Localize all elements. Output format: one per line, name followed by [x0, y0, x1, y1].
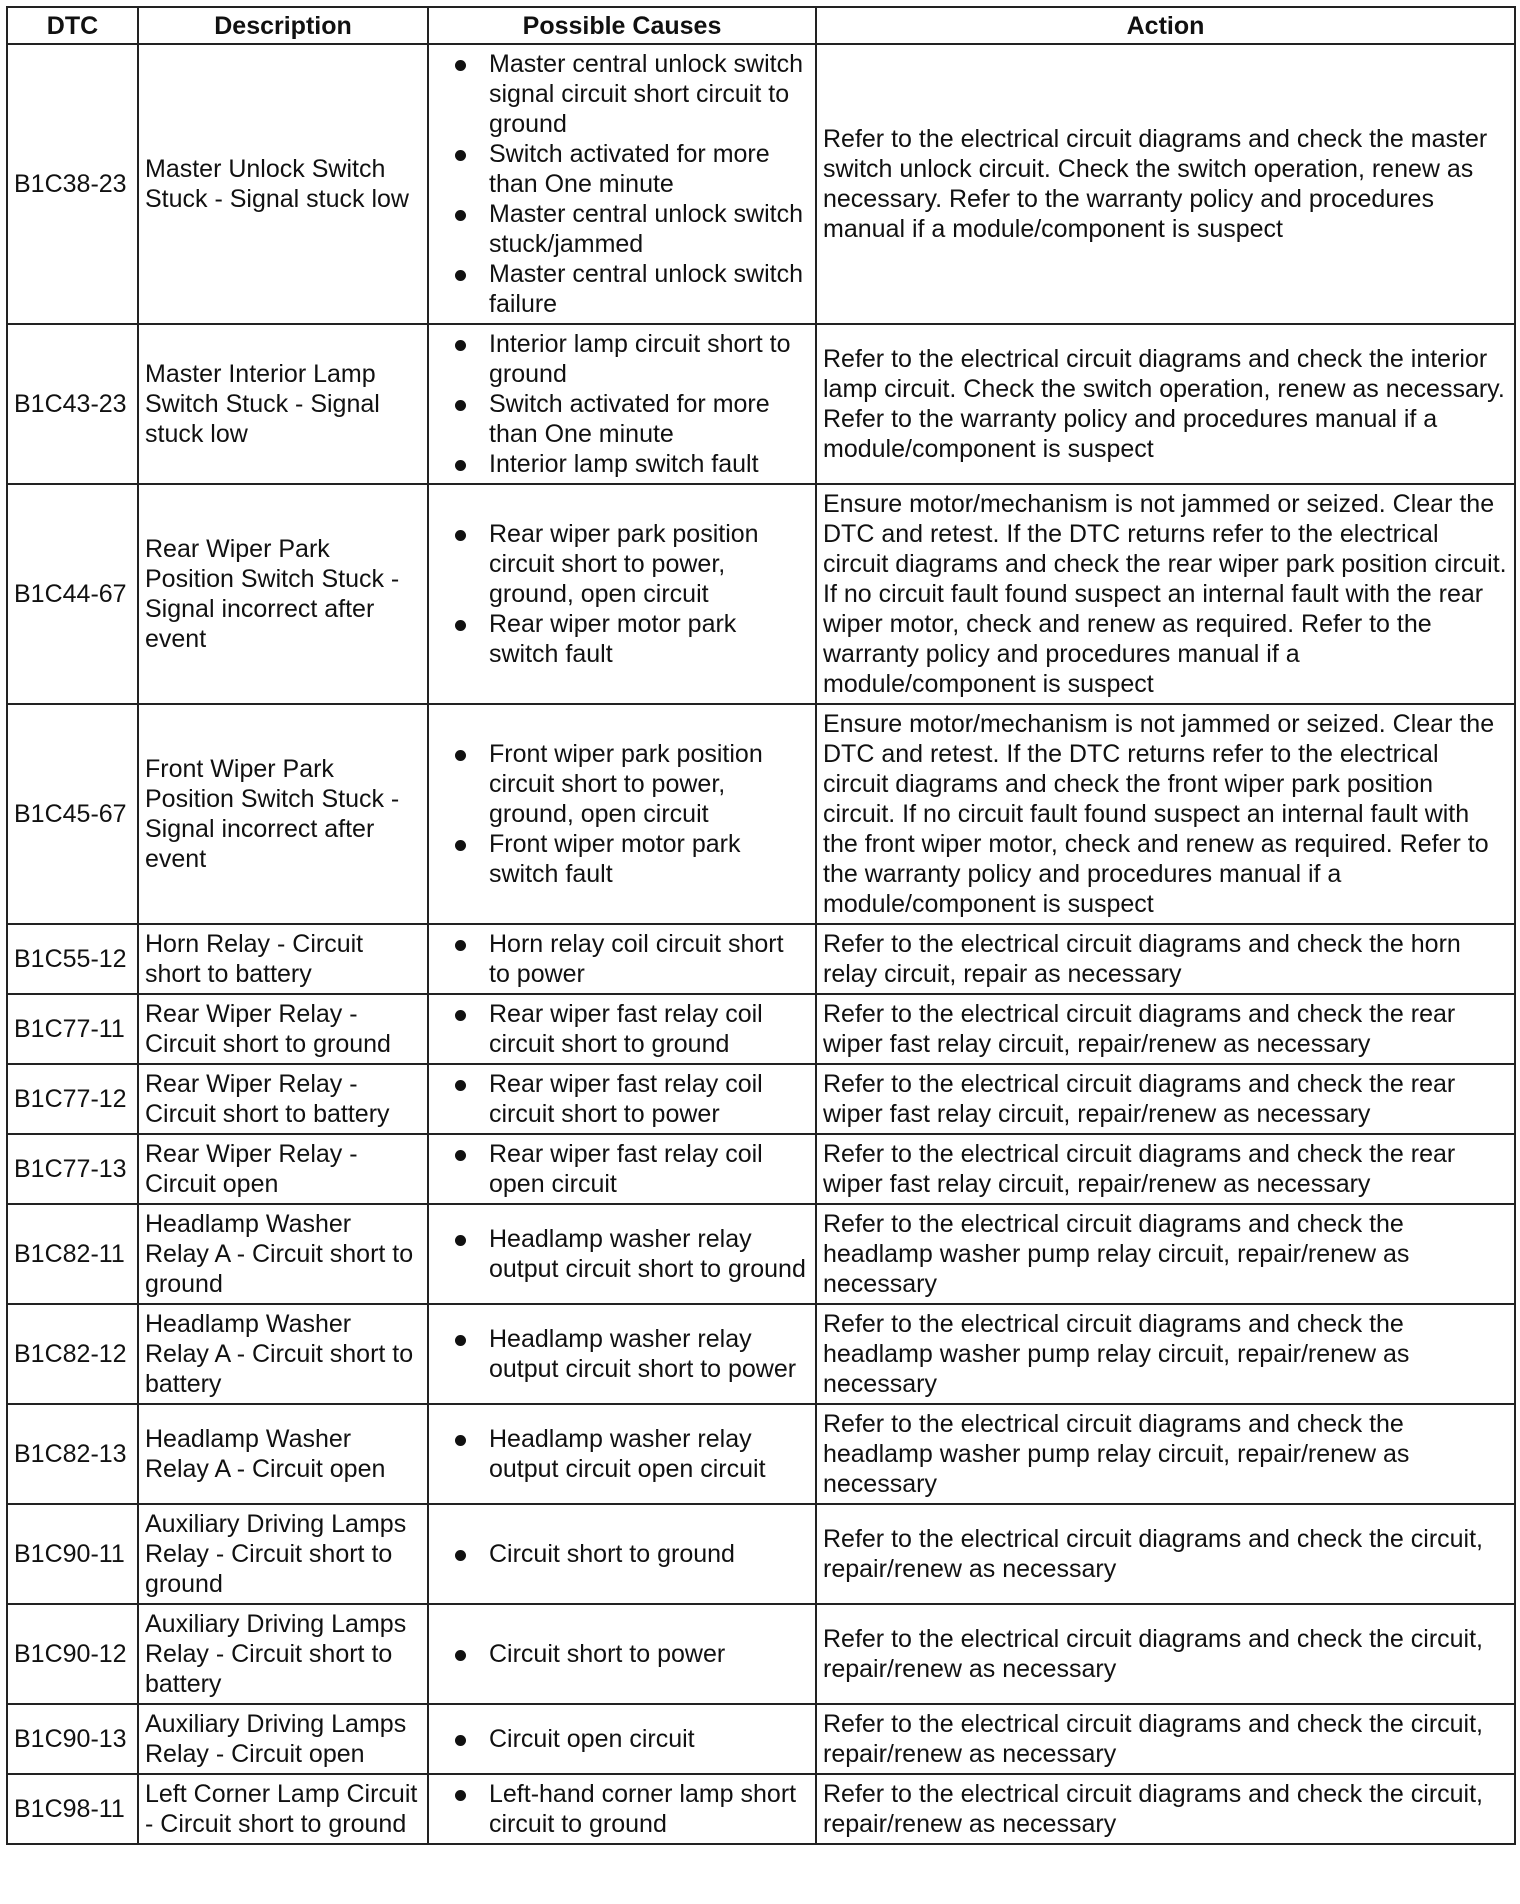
cause-text: Master central unlock switch signal circuit short circuit to ground: [489, 50, 804, 138]
dtc-action: Refer to the electrical circuit diagrams and check the circuit, repair/renew as necessary: [816, 1774, 1515, 1844]
bullet-icon: [455, 210, 466, 221]
dtc-code: B1C90-13: [7, 1704, 138, 1774]
bullet-icon: [455, 150, 466, 161]
cause-item: [435, 929, 809, 989]
dtc-action: Refer to the electrical circuit diagrams and check the circuit, repair/renew as necessary: [816, 1704, 1515, 1774]
cause-text: Circuit short to ground: [489, 1540, 735, 1568]
possible-causes: [428, 484, 816, 704]
cause-text: Switch activated for more than One minute: [489, 390, 770, 448]
causes-list: [435, 519, 809, 669]
dtc-code: B1C77-12: [7, 1064, 138, 1134]
bullet-icon: [455, 620, 466, 631]
dtc-description: Headlamp Washer Relay A - Circuit short to battery: [138, 1304, 428, 1404]
cause-text: Interior lamp circuit short to ground: [489, 330, 791, 388]
possible-causes: [428, 44, 816, 324]
causes-list: [435, 1069, 809, 1129]
dtc-description: Rear Wiper Relay - Circuit short to battery: [138, 1064, 428, 1134]
table-row: [7, 324, 1515, 484]
dtc-description: Rear Wiper Park Position Switch Stuck - Signal incorrect after event: [138, 484, 428, 704]
possible-causes: [428, 1604, 816, 1704]
cause-item: [435, 609, 809, 669]
bullet-icon: [455, 1650, 466, 1661]
dtc-description: Auxiliary Driving Lamps Relay - Circuit short to battery: [138, 1604, 428, 1704]
bullet-icon: [455, 400, 466, 411]
table-row: [7, 484, 1515, 704]
dtc-action: Refer to the electrical circuit diagrams and check the rear wiper fast relay circuit, repair/renew as necessary: [816, 1064, 1515, 1134]
cause-item: [435, 999, 809, 1059]
table-row: [7, 1304, 1515, 1404]
causes-list: [435, 1724, 809, 1754]
possible-causes: [428, 1064, 816, 1134]
bullet-icon: [455, 840, 466, 851]
dtc-action: Ensure motor/mechanism is not jammed or seized. Clear the DTC and retest. If the DTC returns refer to the electrical circuit diagrams and check the rear wiper park position circuit. If no circuit fault found suspect an internal fault with the rear wiper motor, check and renew as required. Refer to the warranty policy and procedures manual if a module/component is suspect: [816, 484, 1515, 704]
dtc-code: B1C90-12: [7, 1604, 138, 1704]
causes-list: [435, 1224, 809, 1284]
bullet-icon: [455, 530, 466, 541]
bullet-icon: [455, 1235, 466, 1246]
causes-list: [435, 1639, 809, 1669]
possible-causes: [428, 1134, 816, 1204]
cause-text: Rear wiper fast relay coil circuit short to power: [489, 1070, 763, 1128]
cause-item: [435, 519, 809, 609]
cause-item: [435, 1779, 809, 1839]
cause-item: [435, 1069, 809, 1129]
cause-item: [435, 1224, 809, 1284]
dtc-description: Master Interior Lamp Switch Stuck - Signal stuck low: [138, 324, 428, 484]
dtc-action: Refer to the electrical circuit diagrams and check the circuit, repair/renew as necessary: [816, 1604, 1515, 1704]
dtc-code: B1C98-11: [7, 1774, 138, 1844]
dtc-code: B1C82-13: [7, 1404, 138, 1504]
table-row: [7, 1404, 1515, 1504]
dtc-code: B1C82-12: [7, 1304, 138, 1404]
bullet-icon: [455, 270, 466, 281]
possible-causes: [428, 1404, 816, 1504]
dtc-description: Horn Relay - Circuit short to battery: [138, 924, 428, 994]
bullet-icon: [455, 60, 466, 71]
dtc-action: Refer to the electrical circuit diagrams and check the master switch unlock circuit. Check the switch operation, renew as necessary. Refer to the warranty policy and procedures manual if a module/component is suspect: [816, 44, 1515, 324]
dtc-description: Rear Wiper Relay - Circuit open: [138, 1134, 428, 1204]
dtc-action: Refer to the electrical circuit diagrams and check the headlamp washer pump relay circuit, repair/renew as necessary: [816, 1404, 1515, 1504]
dtc-code: B1C44-67: [7, 484, 138, 704]
bullet-icon: [455, 1735, 466, 1746]
cause-text: Master central unlock switch stuck/jammed: [489, 200, 804, 258]
dtc-action: Refer to the electrical circuit diagrams and check the rear wiper fast relay circuit, repair/renew as necessary: [816, 994, 1515, 1064]
header-action: Action: [816, 7, 1515, 44]
possible-causes: [428, 704, 816, 924]
cause-item: [435, 49, 809, 139]
causes-list: [435, 1539, 809, 1569]
dtc-code: B1C82-11: [7, 1204, 138, 1304]
cause-item: [435, 259, 809, 319]
bullet-icon: [455, 1150, 466, 1161]
cause-item: [435, 199, 809, 259]
table-row: [7, 994, 1515, 1064]
cause-item: [435, 829, 809, 889]
bullet-icon: [455, 1010, 466, 1021]
possible-causes: [428, 1204, 816, 1304]
table-row: [7, 1204, 1515, 1304]
dtc-description: Rear Wiper Relay - Circuit short to ground: [138, 994, 428, 1064]
cause-text: Left-hand corner lamp short circuit to ground: [489, 1780, 797, 1838]
cause-text: Headlamp washer relay output circuit short to power: [489, 1325, 797, 1383]
causes-list: [435, 329, 809, 479]
dtc-description: Headlamp Washer Relay A - Circuit short to ground: [138, 1204, 428, 1304]
dtc-code: B1C77-11: [7, 994, 138, 1064]
bullet-icon: [455, 340, 466, 351]
dtc-code: B1C45-67: [7, 704, 138, 924]
cause-text: Rear wiper fast relay coil open circuit: [489, 1140, 763, 1198]
dtc-action: Refer to the electrical circuit diagrams and check the headlamp washer pump relay circuit, repair/renew as necessary: [816, 1204, 1515, 1304]
possible-causes: [428, 324, 816, 484]
dtc-action: Refer to the electrical circuit diagrams and check the headlamp washer pump relay circuit, repair/renew as necessary: [816, 1304, 1515, 1404]
cause-item: [435, 329, 809, 389]
dtc-code: B1C90-11: [7, 1504, 138, 1604]
possible-causes: [428, 1304, 816, 1404]
possible-causes: [428, 924, 816, 994]
causes-list: [435, 1139, 809, 1199]
bullet-icon: [455, 1080, 466, 1091]
table-row: [7, 1504, 1515, 1604]
bullet-icon: [455, 750, 466, 761]
dtc-table: [6, 6, 1516, 1845]
cause-item: [435, 449, 809, 479]
cause-item: [435, 1539, 809, 1569]
table-row: [7, 704, 1515, 924]
table-row: [7, 1604, 1515, 1704]
dtc-description: Headlamp Washer Relay A - Circuit open: [138, 1404, 428, 1504]
dtc-action: Refer to the electrical circuit diagrams and check the circuit, repair/renew as necessary: [816, 1504, 1515, 1604]
cause-text: Rear wiper park position circuit short to power, ground, open circuit: [489, 520, 759, 608]
dtc-code: B1C43-23: [7, 324, 138, 484]
causes-list: [435, 929, 809, 989]
bullet-icon: [455, 1790, 466, 1801]
cause-item: [435, 1424, 809, 1484]
cause-text: Circuit open circuit: [489, 1725, 695, 1753]
causes-list: [435, 739, 809, 889]
cause-item: [435, 739, 809, 829]
bullet-icon: [455, 940, 466, 951]
table-row: [7, 924, 1515, 994]
cause-text: Headlamp washer relay output circuit open circuit: [489, 1425, 766, 1483]
cause-text: Switch activated for more than One minute: [489, 140, 770, 198]
causes-list: [435, 49, 809, 319]
table-body: [7, 44, 1515, 1844]
cause-text: Master central unlock switch failure: [489, 260, 804, 318]
table-row: [7, 1774, 1515, 1844]
cause-item: [435, 1724, 809, 1754]
cause-text: Horn relay coil circuit short to power: [489, 930, 784, 988]
possible-causes: [428, 1704, 816, 1774]
cause-text: Interior lamp switch fault: [489, 450, 759, 478]
cause-item: [435, 389, 809, 449]
bullet-icon: [455, 460, 466, 471]
bullet-icon: [455, 1550, 466, 1561]
table-row: [7, 1704, 1515, 1774]
bullet-icon: [455, 1435, 466, 1446]
causes-list: [435, 1324, 809, 1384]
table-header-row: [7, 7, 1515, 44]
header-dtc: DTC: [7, 7, 138, 44]
dtc-description: Master Unlock Switch Stuck - Signal stuck low: [138, 44, 428, 324]
causes-list: [435, 999, 809, 1059]
cause-text: Circuit short to power: [489, 1640, 726, 1668]
cause-text: Front wiper motor park switch fault: [489, 830, 741, 888]
cause-item: [435, 139, 809, 199]
possible-causes: [428, 994, 816, 1064]
dtc-action: Refer to the electrical circuit diagrams and check the interior lamp circuit. Check the switch operation, renew as necessary. Refer to the warranty policy and procedures manual if a module/component is suspect: [816, 324, 1515, 484]
dtc-action: Refer to the electrical circuit diagrams and check the rear wiper fast relay circuit, repair/renew as necessary: [816, 1134, 1515, 1204]
table-row: [7, 1134, 1515, 1204]
cause-text: Rear wiper motor park switch fault: [489, 610, 737, 668]
dtc-description: Auxiliary Driving Lamps Relay - Circuit short to ground: [138, 1504, 428, 1604]
dtc-description: Auxiliary Driving Lamps Relay - Circuit open: [138, 1704, 428, 1774]
dtc-code: B1C38-23: [7, 44, 138, 324]
header-possible-causes: Possible Causes: [428, 7, 816, 44]
possible-causes: [428, 1774, 816, 1844]
dtc-action: Ensure motor/mechanism is not jammed or seized. Clear the DTC and retest. If the DTC returns refer to the electrical circuit diagrams and check the front wiper park position circuit. If no circuit fault found suspect an internal fault with the front wiper motor, check and renew as required. Refer to the warranty policy and procedures manual if a module/component is suspect: [816, 704, 1515, 924]
cause-item: [435, 1639, 809, 1669]
header-description: Description: [138, 7, 428, 44]
dtc-action: Refer to the electrical circuit diagrams and check the horn relay circuit, repair as necessary: [816, 924, 1515, 994]
table-row: [7, 1064, 1515, 1134]
cause-text: Headlamp washer relay output circuit short to ground: [489, 1225, 806, 1283]
cause-item: [435, 1139, 809, 1199]
causes-list: [435, 1424, 809, 1484]
dtc-code: B1C77-13: [7, 1134, 138, 1204]
dtc-table-container: [6, 6, 1514, 1845]
dtc-code: B1C55-12: [7, 924, 138, 994]
dtc-description: Left Corner Lamp Circuit - Circuit short to ground: [138, 1774, 428, 1844]
cause-text: Front wiper park position circuit short to power, ground, open circuit: [489, 740, 763, 828]
table-row: [7, 44, 1515, 324]
bullet-icon: [455, 1335, 466, 1346]
cause-text: Rear wiper fast relay coil circuit short to ground: [489, 1000, 763, 1058]
possible-causes: [428, 1504, 816, 1604]
cause-item: [435, 1324, 809, 1384]
dtc-description: Front Wiper Park Position Switch Stuck - Signal incorrect after event: [138, 704, 428, 924]
causes-list: [435, 1779, 809, 1839]
